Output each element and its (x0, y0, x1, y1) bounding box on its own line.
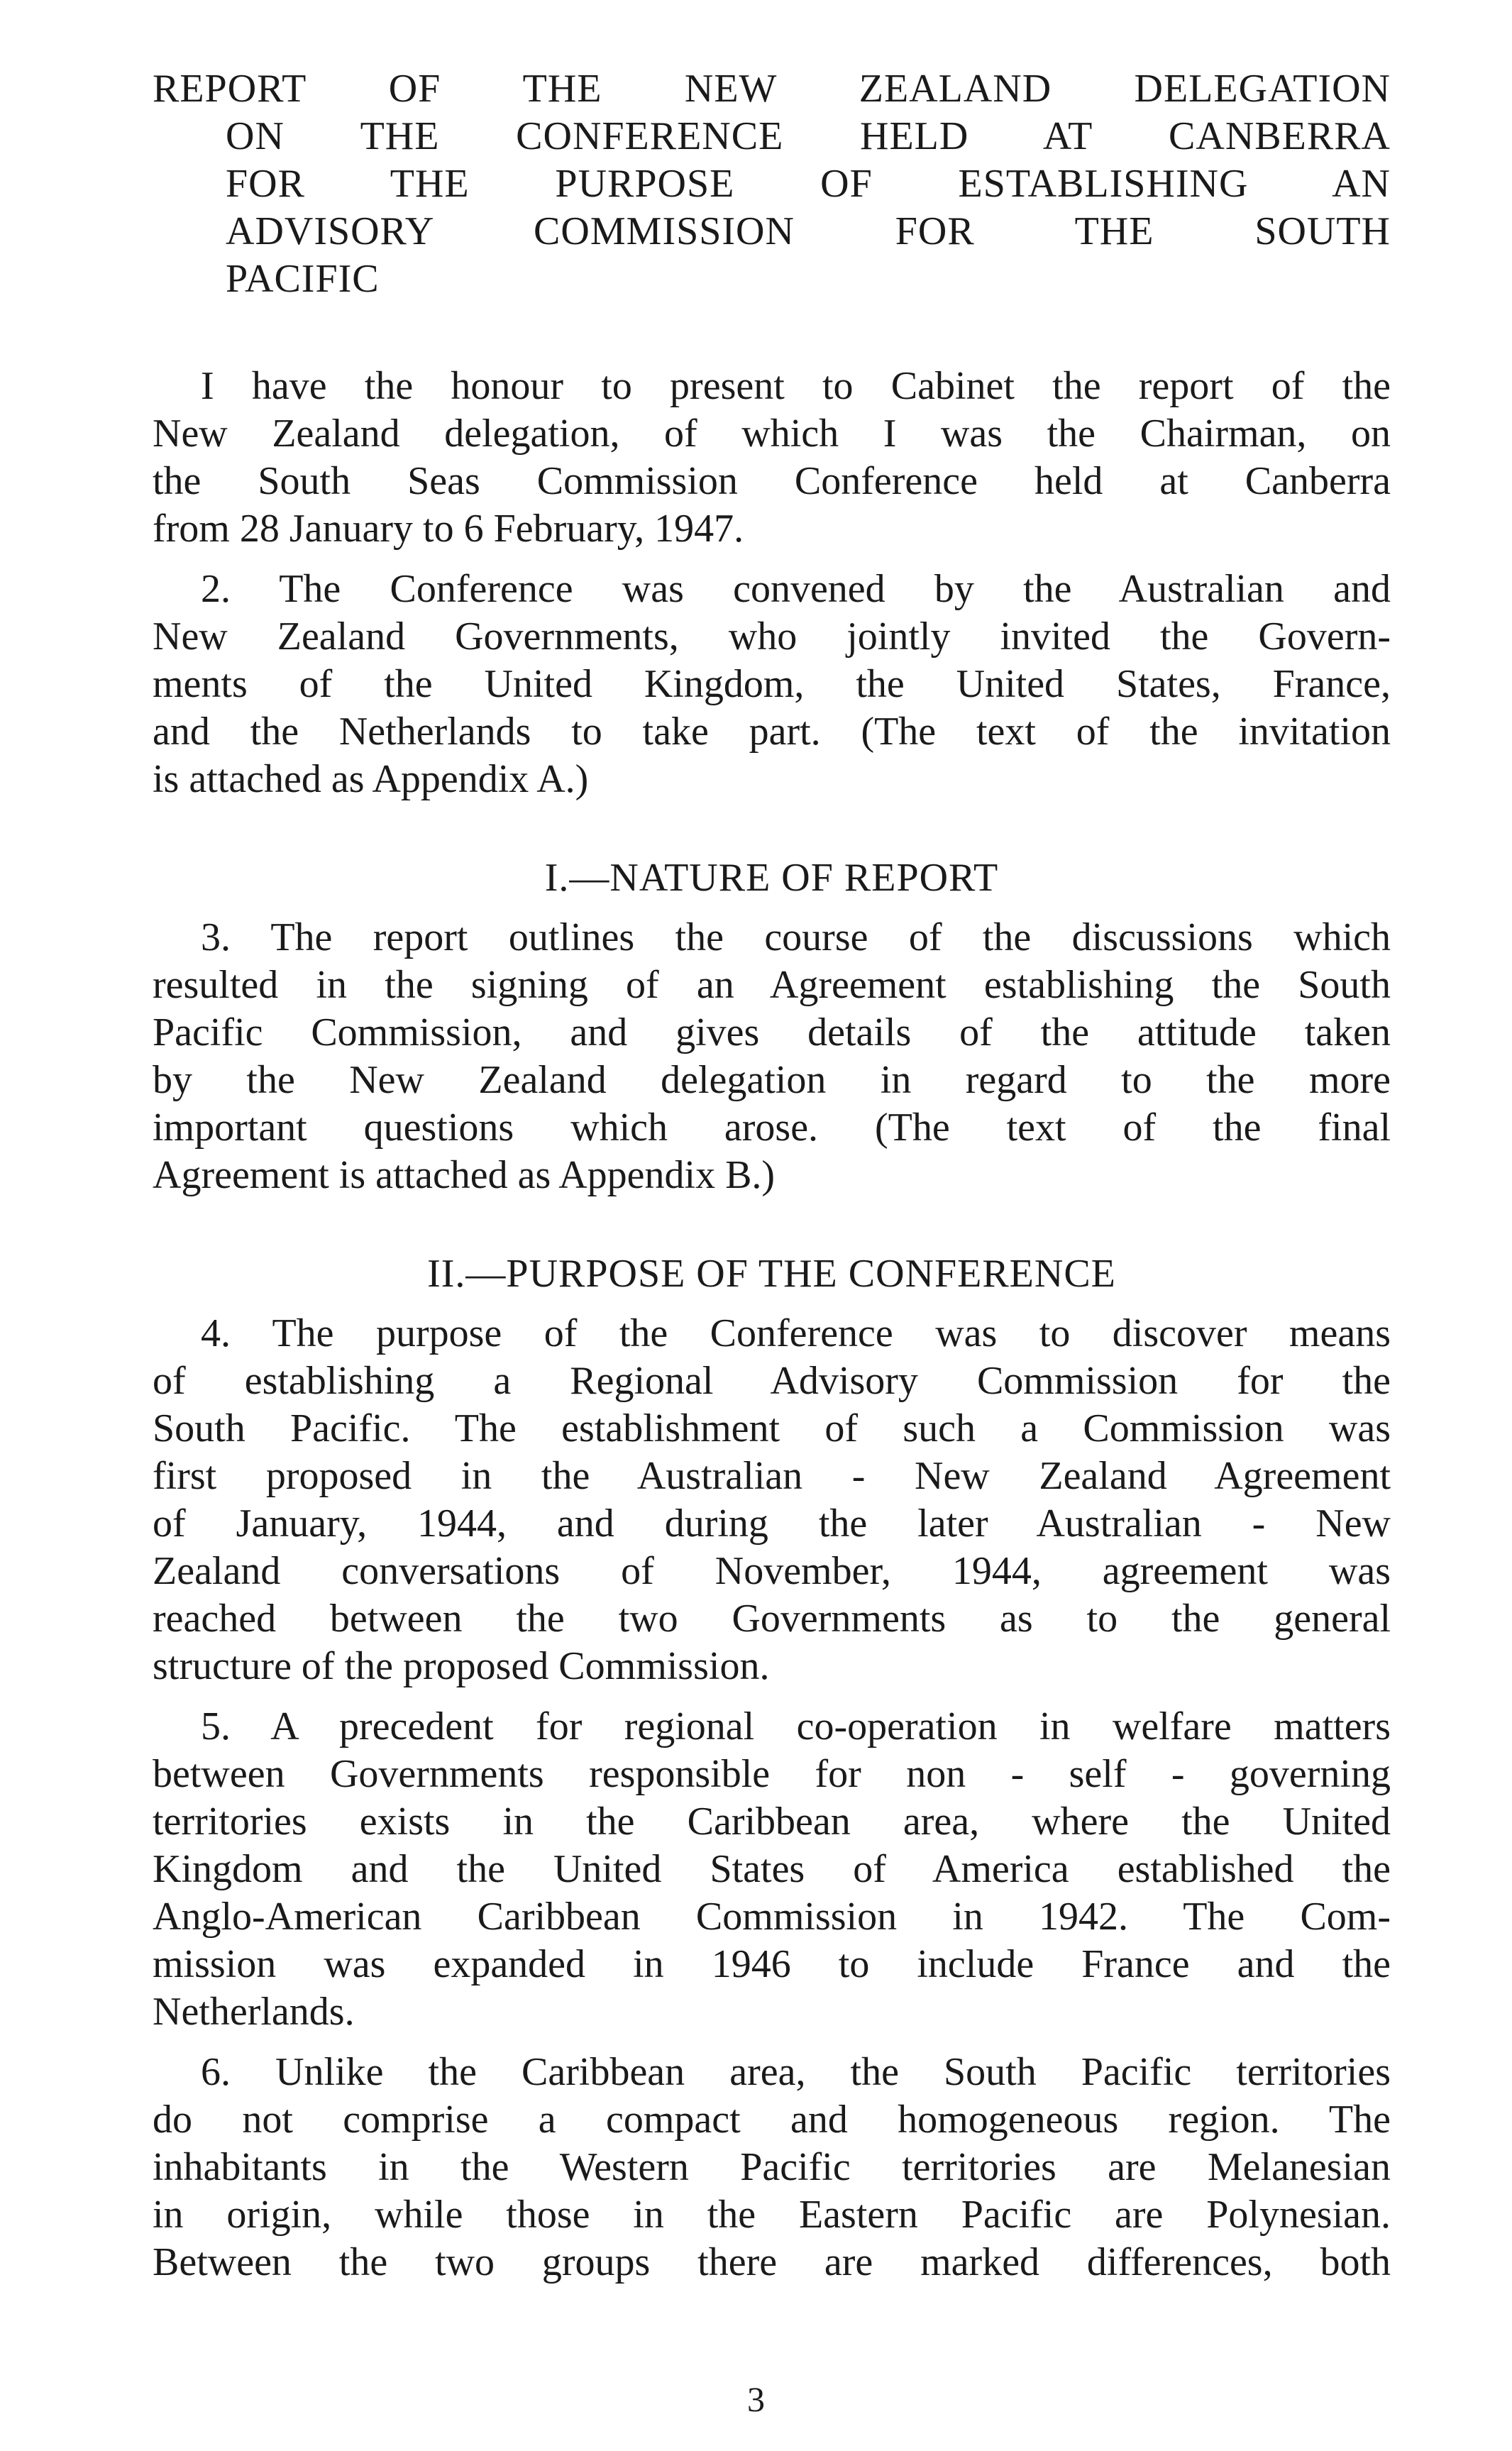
title-line: REPORT OF THE NEW ZEALAND DELEGATION (153, 67, 1391, 111)
text-line: between Governments responsible for non - self - governing (153, 1752, 1391, 1796)
text-line: 3. The report outlines the course of the discussions which (201, 915, 1391, 959)
section-heading: II.—PURPOSE OF THE CONFERENCE (427, 1252, 1116, 1296)
text-line: do not comprise a compact and homogeneous region. The (153, 2098, 1391, 2142)
document-page (153, 65, 1391, 2286)
text-line: from 28 January to 6 February, 1947. (153, 507, 744, 551)
text-line: Between the two groups there are marked differences, both (153, 2240, 1391, 2284)
text-line: structure of the proposed Commission. (153, 1644, 770, 1688)
paragraph (153, 363, 1391, 553)
text-line: New Zealand Governments, who jointly invited the Govern- (153, 615, 1391, 659)
text-line: Kingdom and the United States of America established the (153, 1847, 1391, 1891)
text-line: Anglo-American Caribbean Commission in 1942. The Com- (153, 1895, 1391, 1939)
text-line: is attached as Appendix A.) (153, 757, 589, 801)
text-line: inhabitants in the Western Pacific territories are Melanesian (153, 2145, 1391, 2189)
section-heading: I.—NATURE OF REPORT (544, 856, 999, 900)
title-line: ADVISORY COMMISSION FOR THE SOUTH (226, 209, 1391, 253)
text-line: 4. The purpose of the Conference was to discover means (201, 1311, 1391, 1355)
report-title (153, 65, 1391, 303)
title-line: PACIFIC (226, 257, 380, 301)
text-line: of establishing a Regional Advisory Commission for the (153, 1359, 1391, 1403)
page-number: 3 (747, 2379, 765, 2419)
text-line: New Zealand delegation, of which I was the Chairman, on (153, 412, 1391, 456)
paragraph (153, 1703, 1391, 2036)
text-line: 6. Unlike the Caribbean area, the South Pacific territories (201, 2050, 1391, 2094)
text-line: first proposed in the Australian - New Zealand Agreement (153, 1454, 1391, 1498)
title-line: FOR THE PURPOSE OF ESTABLISHING AN (226, 162, 1391, 206)
paragraph (153, 2049, 1391, 2286)
text-line: in origin, while those in the Eastern Pacific are Polynesian. (153, 2193, 1391, 2237)
text-line: 5. A precedent for regional co-operation in welfare matters (201, 1704, 1391, 1748)
text-line: important questions which arose. (The text of the final (153, 1106, 1391, 1150)
text-line: the South Seas Commission Conference held at Canberra (153, 459, 1391, 503)
paragraph (153, 566, 1391, 803)
text-line: I have the honour to present to Cabinet the report of the (201, 364, 1391, 408)
title-line: ON THE CONFERENCE HELD AT CANBERRA (226, 114, 1391, 158)
text-line: by the New Zealand delegation in regard to the more (153, 1058, 1391, 1102)
text-line: Agreement is attached as Appendix B.) (153, 1153, 776, 1197)
text-line: ments of the United Kingdom, the United States, France, (153, 662, 1391, 706)
text-line: Zealand conversations of November, 1944, agreement was (153, 1549, 1391, 1593)
text-line: territories exists in the Caribbean area, where the United (153, 1800, 1391, 1844)
text-line: mission was expanded in 1946 to include France and the (153, 1942, 1391, 1986)
text-line: resulted in the signing of an Agreement establishing the South (153, 963, 1391, 1007)
text-line: South Pacific. The establishment of such a Commission was (153, 1406, 1391, 1450)
text-line: reached between the two Governments as to the general (153, 1597, 1391, 1641)
text-line: of January, 1944, and during the later Australian - New (153, 1502, 1391, 1546)
text-line: 2. The Conference was convened by the Australian and (201, 567, 1391, 611)
text-line: Pacific Commission, and gives details of the attitude taken (153, 1010, 1391, 1054)
paragraph (153, 914, 1391, 1199)
paragraph (153, 1310, 1391, 1690)
report-body (153, 363, 1391, 2286)
text-line: Netherlands. (153, 1990, 355, 2034)
text-line: and the Netherlands to take part. (The text of the invitation (153, 710, 1391, 754)
